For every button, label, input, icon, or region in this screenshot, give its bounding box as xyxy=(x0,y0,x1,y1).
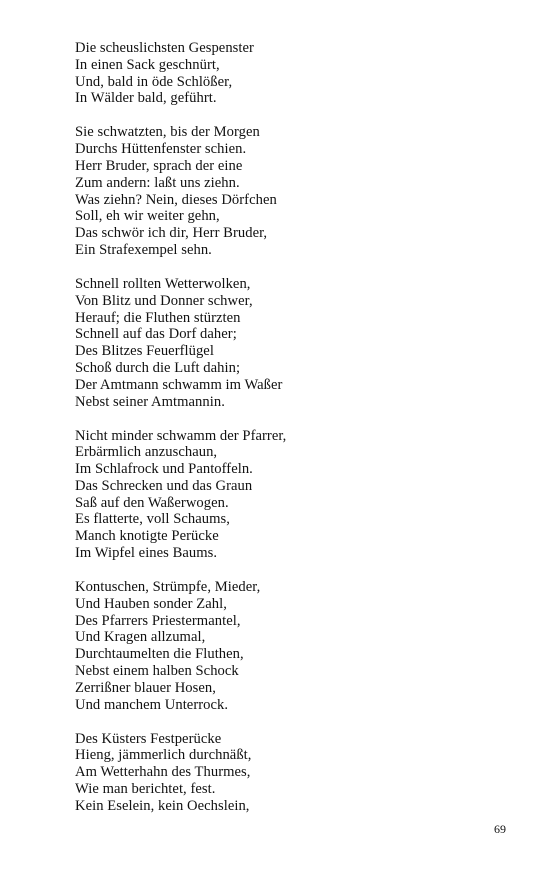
verse-line: Sie schwatzten, bis der Morgen xyxy=(75,124,260,141)
verse-line: In einen Sack geschnürt, xyxy=(75,56,220,73)
verse-line: Des Küsters Festperücke xyxy=(75,730,222,747)
verse-line: Ein Strafexempel sehn. xyxy=(75,241,212,258)
verse-line: Kontuschen, Strümpfe, Mieder, xyxy=(75,579,261,596)
verse-line: Das Schrecken und das Graun xyxy=(75,477,253,494)
verse-line: Im Wipfel eines Baums. xyxy=(75,545,218,562)
verse-line: Und Hauben sonder Zahl, xyxy=(75,595,227,612)
verse-line: Erbärmlich anzuschaun, xyxy=(75,444,218,461)
verse-line: Was ziehn? Nein, dieses Dörfchen xyxy=(75,191,277,208)
verse-line: Des Pfarrers Priestermantel, xyxy=(75,612,241,629)
verse-line: Von Blitz und Donner schwer, xyxy=(75,292,253,309)
verse-line: Durchtaumelten die Fluthen, xyxy=(75,646,244,663)
verse-line: Soll, eh wir weiter gehn, xyxy=(75,208,220,225)
verse-line: Im Schlafrock und Pantoffeln. xyxy=(75,461,253,478)
verse-line: Herauf; die Fluthen stürzten xyxy=(75,309,241,326)
verse-line: In Wälder bald, geführt. xyxy=(75,90,217,107)
verse-line: Die scheuslichsten Gespenster xyxy=(75,40,254,56)
verse-line: Nebst einem halben Schock xyxy=(75,663,239,680)
stanza-4 xyxy=(75,428,515,562)
verse-line: Der Amtmann schwamm im Waßer xyxy=(75,376,283,393)
stanza-5 xyxy=(75,579,515,713)
verse-line: Schoß durch die Luft dahin; xyxy=(75,359,241,376)
verse-line: Wie man berichtet, fest. xyxy=(75,781,216,798)
verse-line: Und, bald in öde Schlößer, xyxy=(75,73,233,90)
verse-line: Zum andern: laßt uns ziehn. xyxy=(75,174,240,191)
verse-line: Kein Eselein, kein Oechslein, xyxy=(75,797,250,814)
verse-line: Zerrißner blauer Hosen, xyxy=(75,679,216,696)
verse-line: Es flatterte, voll Schaums, xyxy=(75,511,230,528)
verse-line: Am Wetterhahn des Thurmes, xyxy=(75,764,251,781)
stanza-2 xyxy=(75,124,515,258)
verse-line: Nicht minder schwamm der Pfarrer, xyxy=(75,427,287,444)
verse-line: Hieng, jämmerlich durchnäßt, xyxy=(75,747,252,764)
stanza-1 xyxy=(75,40,515,107)
verse-line: Nebst seiner Amtmannin. xyxy=(75,393,225,410)
page-number: 69 xyxy=(494,822,506,836)
verse-line: Durchs Hüttenfenster schien. xyxy=(75,141,247,158)
verse-line: Und Kragen allzumal, xyxy=(75,629,206,646)
verse-line: Manch knotigte Perücke xyxy=(75,528,219,545)
verse-line: Und manchem Unterrock. xyxy=(75,696,229,713)
verse-line: Das schwör ich dir, Herr Bruder, xyxy=(75,225,268,242)
verse-line: Herr Bruder, sprach der eine xyxy=(75,157,243,174)
stanza-3 xyxy=(75,276,515,410)
poem-body xyxy=(75,40,515,832)
verse-line: Des Blitzes Feuerflügel xyxy=(75,343,214,360)
verse-line: Schnell auf das Dorf daher; xyxy=(75,326,237,343)
verse-line: Schnell rollten Wetterwolken, xyxy=(75,275,251,292)
stanza-6 xyxy=(75,731,515,815)
verse-line: Saß auf den Waßerwogen. xyxy=(75,494,229,511)
